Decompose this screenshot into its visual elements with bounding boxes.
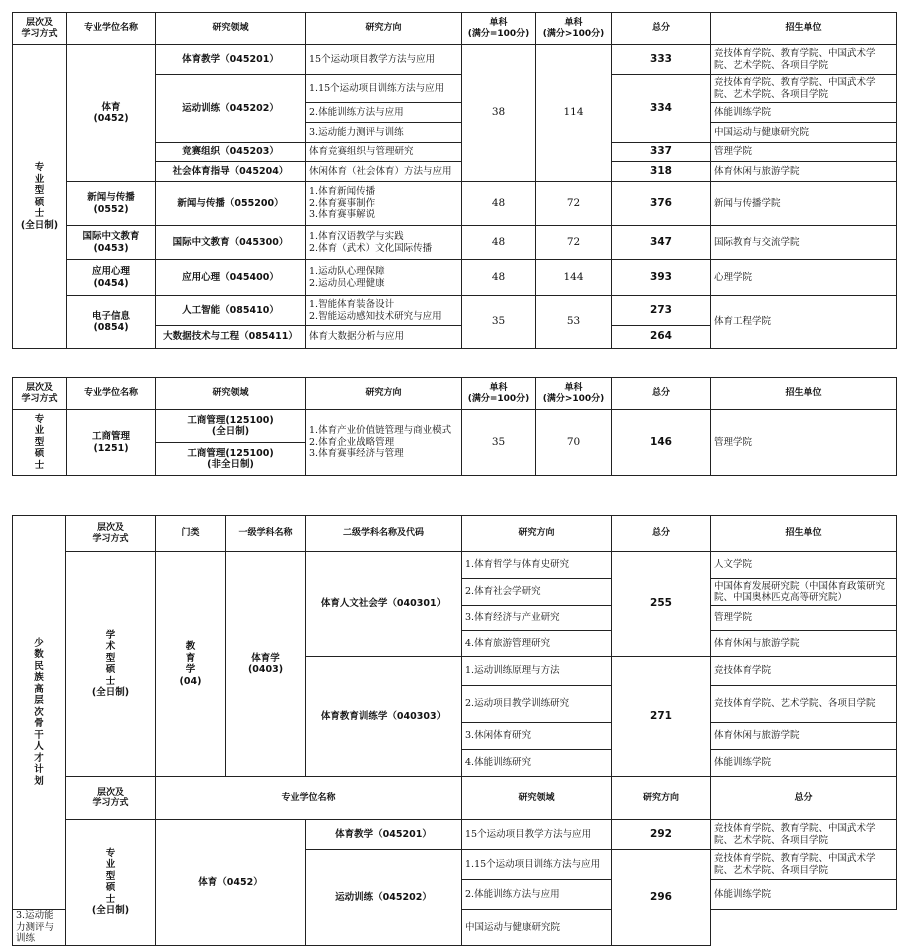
degree-ei: 电子信息 (0854) xyxy=(67,296,156,349)
score-single-gt100: 144 xyxy=(536,260,612,296)
field-cell: 国际中文教育（045300） xyxy=(156,226,306,260)
direction-cell: 15个运动项目教学方法与应用 xyxy=(306,45,462,75)
score-single-100: 35 xyxy=(462,410,536,476)
direction-cell: 2.运动项目教学训练研究 xyxy=(462,686,612,723)
header-level: 层次及 学习方式 xyxy=(13,13,67,45)
category-cell: 教 育 学 (04) xyxy=(156,552,226,777)
total-score: 337 xyxy=(612,143,711,162)
direction-cell: 体育大数据分析与应用 xyxy=(306,326,462,349)
degree-mba: 工商管理 (1251) xyxy=(67,410,156,476)
header-second-discipline: 二级学科名称及代码 xyxy=(306,516,462,552)
direction-cell: 3.体育经济与产业研究 xyxy=(462,606,612,631)
unit-cell: 中国运动与健康研究院 xyxy=(462,910,612,946)
table-minority-program xyxy=(12,515,897,946)
unit-cell: 体能训练学院 xyxy=(711,103,897,123)
header-total: 总分 xyxy=(612,378,711,410)
table-professional-master xyxy=(12,12,897,349)
direction-cell: 3.运动能力测评与训练 xyxy=(306,123,462,143)
direction-cell: 体育竞赛组织与管理研究 xyxy=(306,143,462,162)
direction-cell: 3.休闲体育研究 xyxy=(462,723,612,750)
header-field: 研究领域 xyxy=(462,777,612,820)
direction-cell: 休闲体育（社会体育）方法与应用 xyxy=(306,162,462,182)
total-score: 318 xyxy=(612,162,711,182)
header-total: 总分 xyxy=(612,516,711,552)
score-single-100: 35 xyxy=(462,296,536,349)
direction-cell: 1.15个运动项目训练方法与应用 xyxy=(462,850,612,880)
score-single-100: 48 xyxy=(462,182,536,226)
unit-cell: 管理学院 xyxy=(711,143,897,162)
total-score: 376 xyxy=(612,182,711,226)
field-cell: 社会体育指导（045204） xyxy=(156,162,306,182)
direction-cell: 4.体能训练研究 xyxy=(462,750,612,777)
header-single-gt100: 单科 (满分>100分) xyxy=(536,13,612,45)
level-cell: 学 术 型 硕 士 (全日制) xyxy=(66,552,156,777)
unit-cell: 国际教育与交流学院 xyxy=(711,226,897,260)
unit-cell: 体育休闲与旅游学院 xyxy=(711,162,897,182)
unit-cell: 竞技体育学院、教育学院、中国武术学院、艺术学院、各项目学院 xyxy=(711,820,897,850)
field-cell: 人工智能（085410） xyxy=(156,296,306,326)
degree-pe: 体育 (0452) xyxy=(67,45,156,182)
total-score: 264 xyxy=(612,326,711,349)
direction-cell: 4.体育旅游管理研究 xyxy=(462,631,612,657)
second-discipline-cell: 体育教育训练学（040303） xyxy=(306,657,462,777)
unit-cell: 体能训练学院 xyxy=(711,880,897,910)
direction-cell: 2.体育社会学研究 xyxy=(462,579,612,606)
header-direction: 研究方向 xyxy=(306,378,462,410)
field-cell: 新闻与传播（055200） xyxy=(156,182,306,226)
degree-news: 新闻与传播 (0552) xyxy=(67,182,156,226)
direction-cell: 1.体育新闻传播 2.体育赛事制作 3.体育赛事解说 xyxy=(306,182,462,226)
total-score: 255 xyxy=(612,552,711,657)
unit-cell: 中国体育发展研究院（中国体育政策研究院、中国奥林匹克高等研究院） xyxy=(711,579,897,606)
header-unit: 招生单位 xyxy=(711,13,897,45)
degree-icl: 国际中文教育 (0453) xyxy=(67,226,156,260)
score-single-100: 48 xyxy=(462,226,536,260)
header-degree: 专业学位名称 xyxy=(156,777,462,820)
header-degree: 专业学位名称 xyxy=(67,13,156,45)
total-score: 393 xyxy=(612,260,711,296)
score-single-100: 38 xyxy=(462,45,536,182)
score-single-gt100: 72 xyxy=(536,226,612,260)
unit-cell: 竞技体育学院、教育学院、中国武术学院、艺术学院、各项目学院 xyxy=(711,75,897,103)
header-total: 总分 xyxy=(612,13,711,45)
unit-cell: 体育工程学院 xyxy=(711,296,897,349)
field-cell: 工商管理(125100) (全日制) xyxy=(156,410,306,443)
header-field: 研究领域 xyxy=(156,13,306,45)
score-single-gt100: 72 xyxy=(536,182,612,226)
header-level: 层次及 学习方式 xyxy=(66,516,156,552)
field-cell: 体育教学（045201） xyxy=(156,45,306,75)
field-cell: 运动训练（045202） xyxy=(306,850,462,946)
score-single-gt100: 53 xyxy=(536,296,612,349)
total-score: 273 xyxy=(612,296,711,326)
header-level: 层次及 学习方式 xyxy=(13,378,67,410)
field-cell: 大数据技术与工程（085411） xyxy=(156,326,306,349)
unit-cell: 管理学院 xyxy=(711,410,897,476)
level-cell: 专 业 型 硕 士 (全日制) xyxy=(66,820,156,946)
header-single-100: 单科 (满分=100分) xyxy=(462,13,536,45)
header-direction: 研究方向 xyxy=(462,516,612,552)
total-score: 271 xyxy=(612,657,711,777)
level-cell: 专 业 型 硕 士 (全日制) xyxy=(13,45,67,349)
direction-cell: 15个运动项目教学方法与应用 xyxy=(462,820,612,850)
total-score: 334 xyxy=(612,75,711,143)
total-score: 333 xyxy=(612,45,711,75)
unit-cell: 新闻与传播学院 xyxy=(711,182,897,226)
degree-pe: 体育（0452） xyxy=(156,820,306,946)
total-score: 146 xyxy=(612,410,711,476)
direction-cell: 2.体能训练方法与应用 xyxy=(462,880,612,910)
field-cell: 体育教学（045201） xyxy=(306,820,462,850)
direction-cell: 2.体能训练方法与应用 xyxy=(306,103,462,123)
header-level: 层次及 学习方式 xyxy=(66,777,156,820)
unit-cell: 中国运动与健康研究院 xyxy=(711,123,897,143)
direction-cell: 1.智能体育装备设计 2.智能运动感知技术研究与应用 xyxy=(306,296,462,326)
unit-cell: 心理学院 xyxy=(711,260,897,296)
total-score: 292 xyxy=(612,820,711,850)
unit-cell: 竞技体育学院 xyxy=(711,657,897,686)
header-category: 门类 xyxy=(156,516,226,552)
unit-cell: 体能训练学院 xyxy=(711,750,897,777)
field-cell: 应用心理（045400） xyxy=(156,260,306,296)
header-degree: 专业学位名称 xyxy=(67,378,156,410)
header-field: 研究领域 xyxy=(156,378,306,410)
direction-cell: 1.体育产业价值链管理与商业模式 2.体育企业战略管理 3.体育赛事经济与管理 xyxy=(306,410,462,476)
field-cell: 工商管理(125100) (非全日制) xyxy=(156,443,306,476)
degree-psy: 应用心理 (0454) xyxy=(67,260,156,296)
field-cell: 竞赛组织（045203） xyxy=(156,143,306,162)
direction-cell: 1.体育汉语教学与实践 2.体育（武术）文化国际传播 xyxy=(306,226,462,260)
header-direction: 研究方向 xyxy=(612,777,711,820)
score-single-gt100: 70 xyxy=(536,410,612,476)
score-single-gt100: 114 xyxy=(536,45,612,182)
unit-cell: 体育休闲与旅游学院 xyxy=(711,723,897,750)
level-cell: 专 业 型 硕 士 xyxy=(13,410,67,476)
header-unit: 招生单位 xyxy=(711,516,897,552)
direction-cell: 1.15个运动项目训练方法与应用 xyxy=(306,75,462,103)
direction-cell: 3.运动能力测评与训练 xyxy=(13,910,66,946)
second-discipline-cell: 体育人文社会学（040301） xyxy=(306,552,462,657)
total-score: 347 xyxy=(612,226,711,260)
direction-cell: 1.运动队心理保障 2.运动员心理健康 xyxy=(306,260,462,296)
direction-cell: 1.体育哲学与体育史研究 xyxy=(462,552,612,579)
unit-cell: 人文学院 xyxy=(711,552,897,579)
header-first-discipline: 一级学科名称 xyxy=(226,516,306,552)
score-single-100: 48 xyxy=(462,260,536,296)
unit-cell: 竞技体育学院、教育学院、中国武术学院、艺术学院、各项目学院 xyxy=(711,850,897,880)
table-mba xyxy=(12,377,897,476)
header-total: 总分 xyxy=(711,777,897,820)
unit-cell: 体育休闲与旅游学院 xyxy=(711,631,897,657)
direction-cell: 1.运动训练原理与方法 xyxy=(462,657,612,686)
header-direction: 研究方向 xyxy=(306,13,462,45)
unit-cell: 管理学院 xyxy=(711,606,897,631)
unit-cell: 竞技体育学院、教育学院、中国武术学院、艺术学院、各项目学院 xyxy=(711,45,897,75)
total-score: 296 xyxy=(612,850,711,946)
field-cell: 运动训练（045202） xyxy=(156,75,306,143)
header-single-100: 单科 (满分=100分) xyxy=(462,378,536,410)
unit-cell: 竞技体育学院、艺术学院、各项目学院 xyxy=(711,686,897,723)
program-cell: 少 数 民 族 高 层 次 骨 干 人 才 计 划 xyxy=(13,516,66,910)
first-discipline-cell: 体育学 (0403) xyxy=(226,552,306,777)
header-unit: 招生单位 xyxy=(711,378,897,410)
header-single-gt100: 单科 (满分>100分) xyxy=(536,378,612,410)
